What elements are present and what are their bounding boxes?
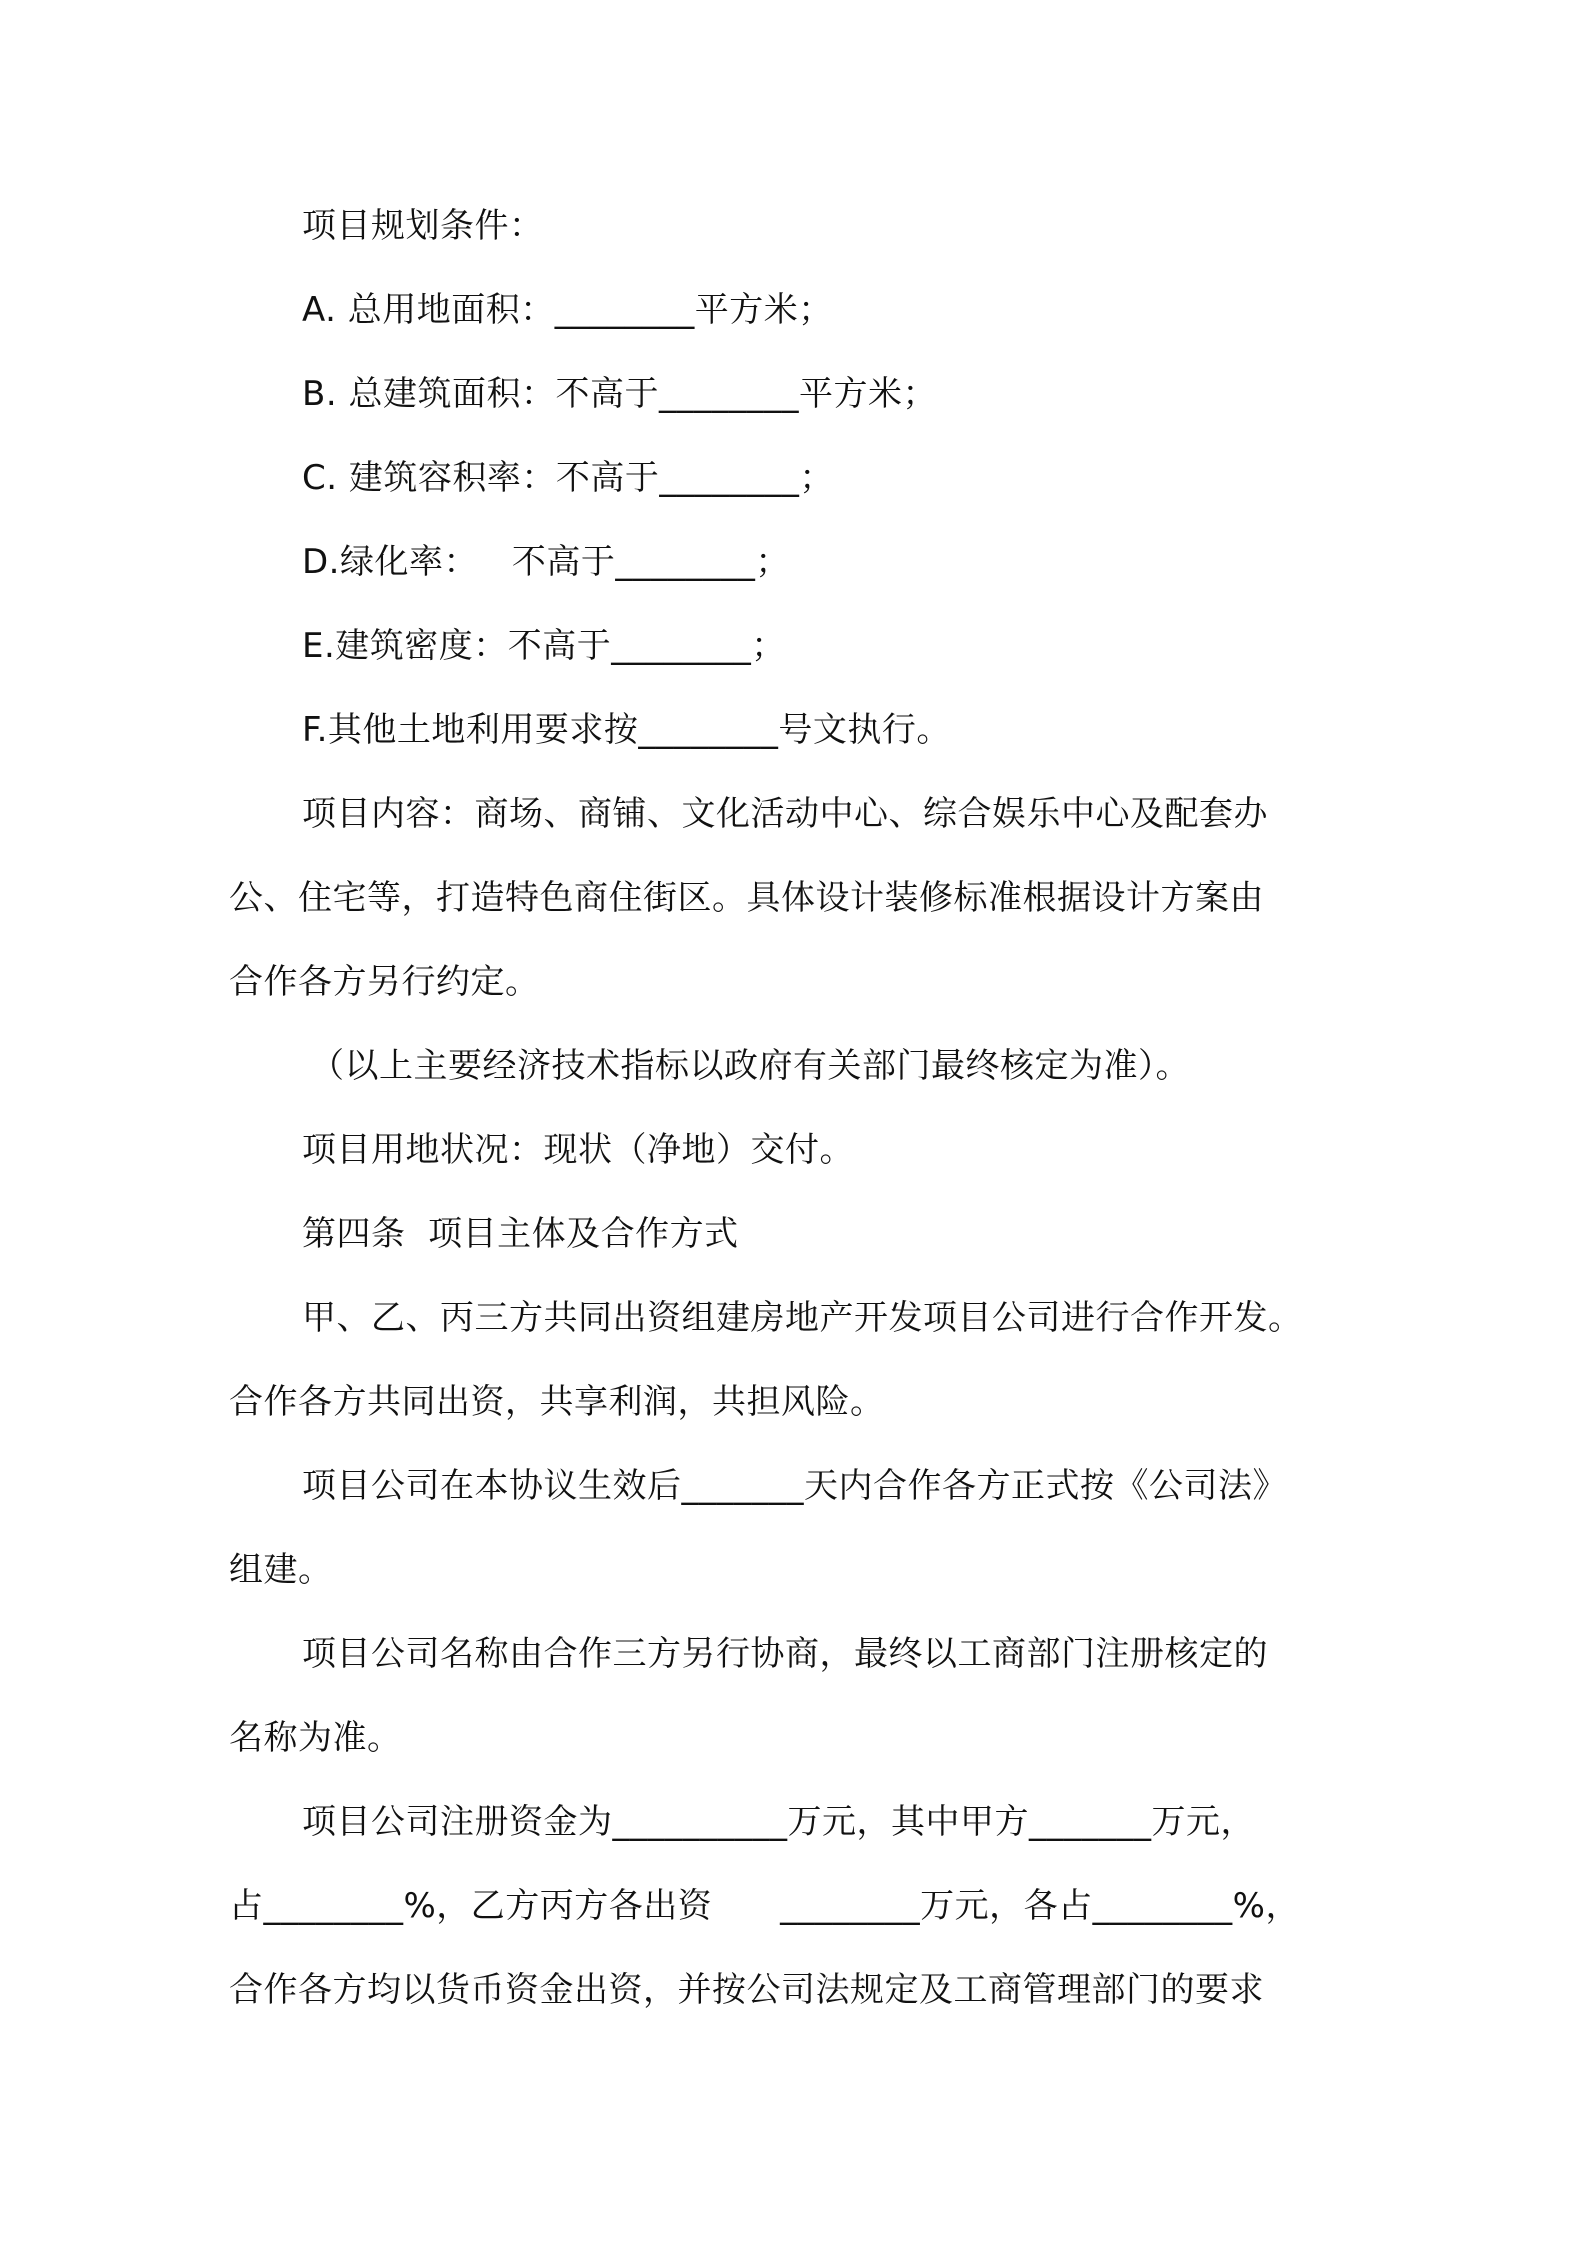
registered-capital-line-3: 合作各方均以货币资金出资，并按公司法规定及工商管理部门的要求 (229, 1970, 1264, 2010)
project-content-line-1: 项目内容：商场、商铺、文化活动中心、综合娱乐中心及配套办 (302, 794, 1268, 834)
planning-conditions-heading: 项目规划条件： (302, 206, 544, 246)
indicator-note: （以上主要经济技术指标以政府有关部门最终核定为准）。 (310, 1046, 1190, 1086)
item-b-total-building-area: B. 总建筑面积：不高于________平方米； (302, 374, 937, 414)
item-d-greening-rate: D.绿化率： 不高于________； (302, 542, 790, 582)
cooperation-line-2: 合作各方共同出资，共享利润，共担风险。 (229, 1382, 885, 1422)
article-four-heading: 第四条 项目主体及合作方式 (302, 1214, 739, 1254)
company-formation-line-2: 组建。 (229, 1550, 333, 1590)
company-formation-line-1: 项目公司在本协议生效后_______天内合作各方正式按《公司法》 (302, 1466, 1287, 1506)
project-content-line-2: 公、住宅等，打造特色商住街区。具体设计装修标准根据设计方案由 (229, 878, 1264, 918)
cooperation-line-1: 甲、乙、丙三方共同出资组建房地产开发项目公司进行合作开发。 (302, 1298, 1303, 1338)
item-a-total-land-area: A. 总用地面积：________平方米； (302, 290, 833, 330)
registered-capital-line-1: 项目公司注册资金为__________万元，其中甲方_______万元， (302, 1802, 1255, 1842)
item-c-plot-ratio: C. 建筑容积率：不高于________； (302, 458, 834, 498)
land-status: 项目用地状况：现状（净地）交付。 (302, 1130, 854, 1170)
item-e-building-density: E.建筑密度：不高于________； (302, 626, 786, 666)
item-f-other-requirements: F.其他土地利用要求按________号文执行。 (302, 710, 951, 750)
company-name-line-2: 名称为准。 (229, 1718, 402, 1758)
company-name-line-1: 项目公司名称由合作三方另行协商，最终以工商部门注册核定的 (302, 1634, 1268, 1674)
registered-capital-line-2: 占________%，乙方丙方各出资 ________万元，各占________%， (229, 1886, 1300, 1926)
project-content-line-3: 合作各方另行约定。 (229, 962, 540, 1002)
